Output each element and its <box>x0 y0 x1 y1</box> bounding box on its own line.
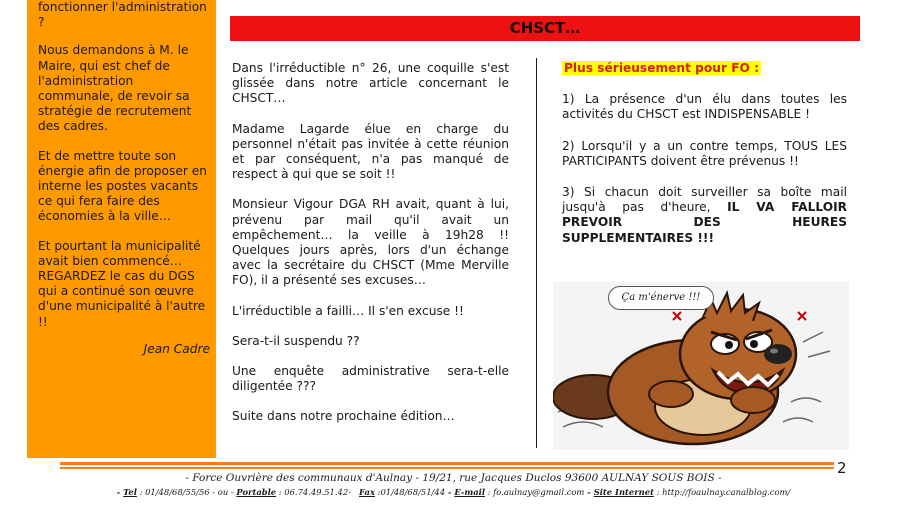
website-label: Site Internet <box>593 487 654 497</box>
middle-paragraph-7: Suite dans notre prochaine édition… <box>232 409 455 424</box>
fax-label: Fax <box>359 487 375 497</box>
middle-paragraph-1: Dans l'irréductible n° 26, une coquille s'est glissée dans notre article concernant le CHSCT… <box>232 61 509 106</box>
speech-bubble: Ça m'énerve !!! <box>608 286 714 310</box>
portable-value: : 06.74.49.51.42- <box>276 487 352 497</box>
middle-paragraph-4: L'irréductible a failli… Il s'en excuse !! <box>232 303 464 318</box>
or-separator: - ou - <box>209 487 237 497</box>
signature: Jean Cadre <box>143 341 210 356</box>
right-heading-line <box>562 61 847 76</box>
footer-rule-bottom <box>60 467 834 469</box>
middle-paragraph-5: Sera-t-il suspendu ?? <box>232 333 360 348</box>
right-paragraph-3 <box>562 185 847 246</box>
left-column <box>27 0 216 458</box>
right-paragraph-1: 1) La présence d'un élu dans toutes les activités du CHSCT est INDISPENSABLE ! <box>562 92 847 122</box>
middle-column <box>232 61 509 440</box>
footer-rule-top <box>60 462 834 465</box>
section-title-banner: CHSCT… <box>230 16 860 41</box>
middle-paragraph-2: Madame Lagarde élue en charge du personnel n'était pas invitée à cette réunion et par conséquent, n'a pas manqué de respect à qui que se soit !! <box>232 121 509 182</box>
middle-paragraph-3: Monsieur Vigour DGA RH avait, quant à lui, prévenu par mail qu'il avait un empêchement… la veille à 19h28 !! Quelques jours après, lors d'un échange avec la secrétaire du CHSCT (Mme Merville FO), il a présenté ses excuses… <box>232 197 509 288</box>
column-divider <box>536 58 537 448</box>
left-paragraph-3: Et de mettre toute son énergie afin de proposer en interne les postes vacants ce qui fera faire des économies à la ville… <box>38 148 207 224</box>
page-number: 2 <box>837 459 847 477</box>
left-paragraph-4: Et pourtant la municipalité avait bien commencé… REGARDEZ le cas du DGS qui a continué son œuvre d'une municipalité à l'autre !! <box>38 238 206 329</box>
left-paragraph-2: Nous demandons à M. le Maire, qui est chef de l'administration communale, de revoir sa stratégie de recrutement des cadres. <box>38 43 192 134</box>
footer-address: - Force Ouvrière des communaux d'Aulnay - 19/21, rue Jacques Duclos 93600 AULNAY SOUS BOIS - <box>185 472 722 484</box>
right-heading: Plus sérieusement pour FO : <box>564 61 759 75</box>
right-paragraph-2: 2) Lorsqu'il y a un contre temps, TOUS LES PARTICIPANTS doivent être prévenus !! <box>562 138 847 168</box>
left-paragraph-1: fonctionner l'administration ? <box>38 0 207 30</box>
portable-label: Portable <box>236 487 277 497</box>
right-paragraph-3-bold: IL VA FALLOIR PREVOIR DES HEURES SUPPLEMENTAIRES !!! <box>562 200 847 245</box>
footer-contacts: - Tel : 01/48/68/55/56 - ou - Portable : 06.74.49.51.42- Fax :01/48/68/51/44 - E-mail : fo.aulnay@gmail.com - Site Internet : http://foaulnay.canalblog.com/ <box>116 487 791 497</box>
tel-label: Tel <box>123 487 137 497</box>
email-link[interactable]: : fo.aulnay@gmail.com <box>485 487 585 497</box>
right-paragraph-3-text: 3) Si chacun doit surveiller sa boîte mail jusqu'à pas d'heure, <box>562 185 847 215</box>
tel-value: : 01/48/68/55/56 <box>136 487 210 497</box>
middle-paragraph-6: Une enquête administrative sera-t-elle diligentée ??? <box>232 364 509 394</box>
right-column <box>562 61 847 262</box>
email-label: E-mail <box>454 487 486 497</box>
fax-value: :01/48/68/51/44 <box>374 487 446 497</box>
website-link[interactable]: : http://foaulnay.canalblog.com/ <box>653 487 791 497</box>
